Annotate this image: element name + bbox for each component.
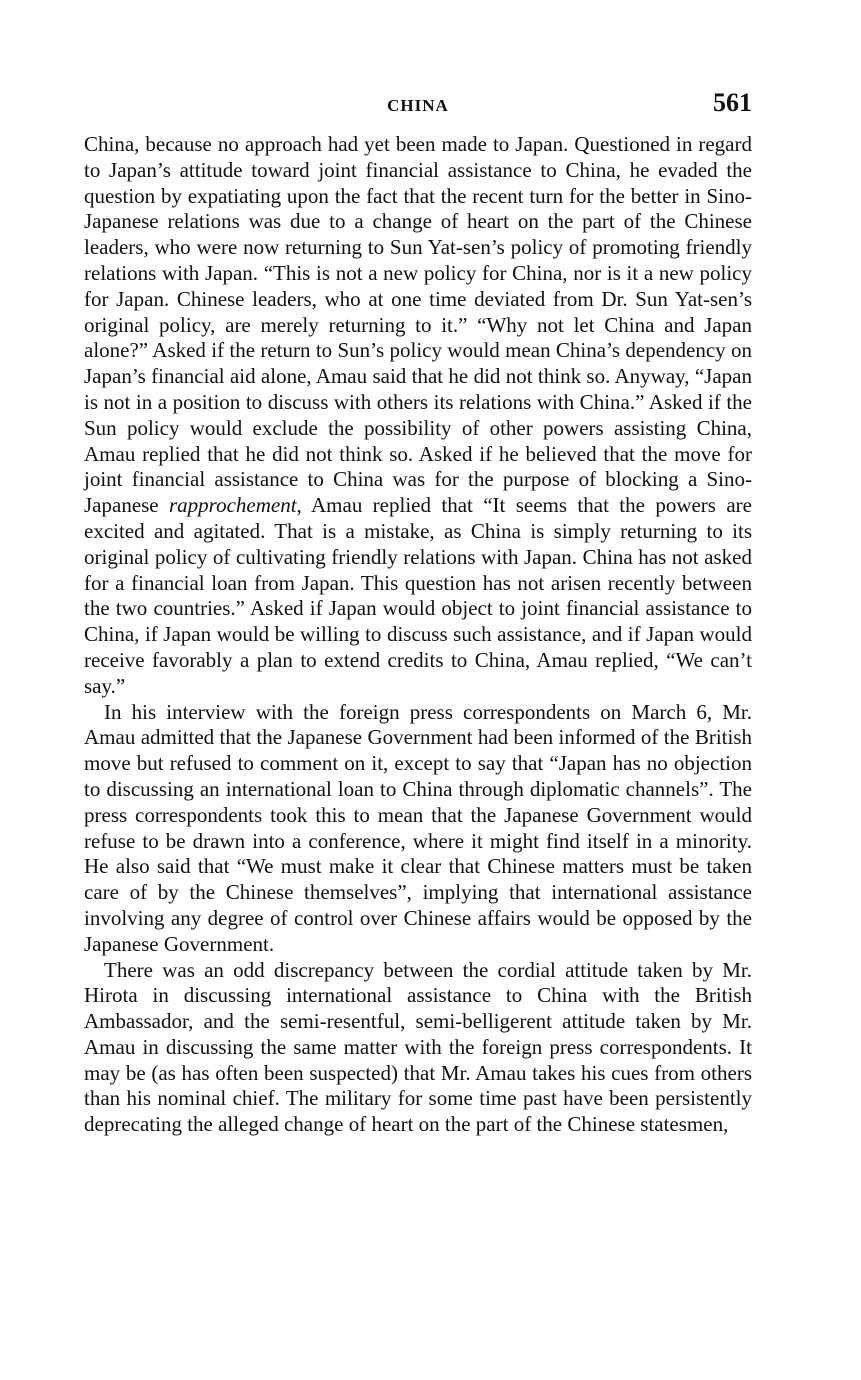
book-page (84, 88, 752, 1138)
paragraph-continuation (84, 132, 752, 700)
paragraph-text-after-italic: , Amau replied that “It seems that the powers are excited and agitated. That is a mistake, as China is simply returning to its original policy of cultivating friendly relations with Japan. China has not asked for a financial loan from Japan. This question has not arisen recently between the two countries.” Asked if Japan would object to joint financial assistance to China, if Japan would be willing to discuss such assistance, and if Japan would receive favorably a plan to extend credits to China, Amau replied, “We can’t say.” (84, 493, 752, 698)
paragraph-text-before-italic: China, because no approach had yet been made to Japan. Questioned in regard to Japan’s attitude toward joint financial assistance to China, he evaded the question by expatiating upon the fact that the recent turn for the better in Sino-Japanese relations was due to a change of heart on the part of the Chinese leaders, who were now returning to Sun Yat-sen’s policy of promoting friendly relations with Japan. “This is not a new policy for China, nor is it a new policy for Japan. Chinese leaders, who at one time deviated from Dr. Sun Yat-sen’s original policy, are merely returning to it.” “Why not let China and Japan alone?” Asked if the return to Sun’s policy would mean China’s dependency on Japan’s financial aid alone, Amau said that he did not think so. Anyway, “Japan is not in a position to discuss with others its relations with China.” Asked if the Sun policy would exclude the possibility of other powers assisting China, Amau replied that he did not think so. Asked if he believed that the move for joint financial assistance to China was for the purpose of blocking a Sino-Japanese (84, 132, 752, 518)
paragraph-interview: In his interview with the foreign press correspondents on March 6, Mr. Amau admitted that the Japanese Government had been informed of the British move but refused to comment on it, except to say that “Japan has no objection to discussing an international loan to China through diplomatic channels”. The press correspondents took this to mean that the Japanese Government would refuse to be drawn into a conference, where it might find itself in a minority. He also said that “We must make it clear that Chinese matters must be taken care of by the Chinese themselves”, implying that international assistance involving any degree of control over Chinese affairs would be opposed by the Japanese Government. (84, 699, 752, 956)
page-header (84, 88, 752, 124)
page-number: 561 (713, 88, 752, 117)
paragraph-discrepancy: There was an odd discrepancy between the cordial attitude taken by Mr. Hirota in discussing international assistance to China with the British Ambassador, and the semi-resentful, semi-belligerent attitude taken by Mr. Amau in discussing the same matter with the foreign press correspondents. It may be (as has often been suspected) that Mr. Amau takes his cues from others than his nominal chief. The military for some time past have been persistently deprecating the alleged change of heart on the part of the Chinese statesmen, (84, 957, 752, 1137)
running-head: CHINA (387, 96, 449, 115)
italic-term: rapprochement (169, 493, 297, 518)
